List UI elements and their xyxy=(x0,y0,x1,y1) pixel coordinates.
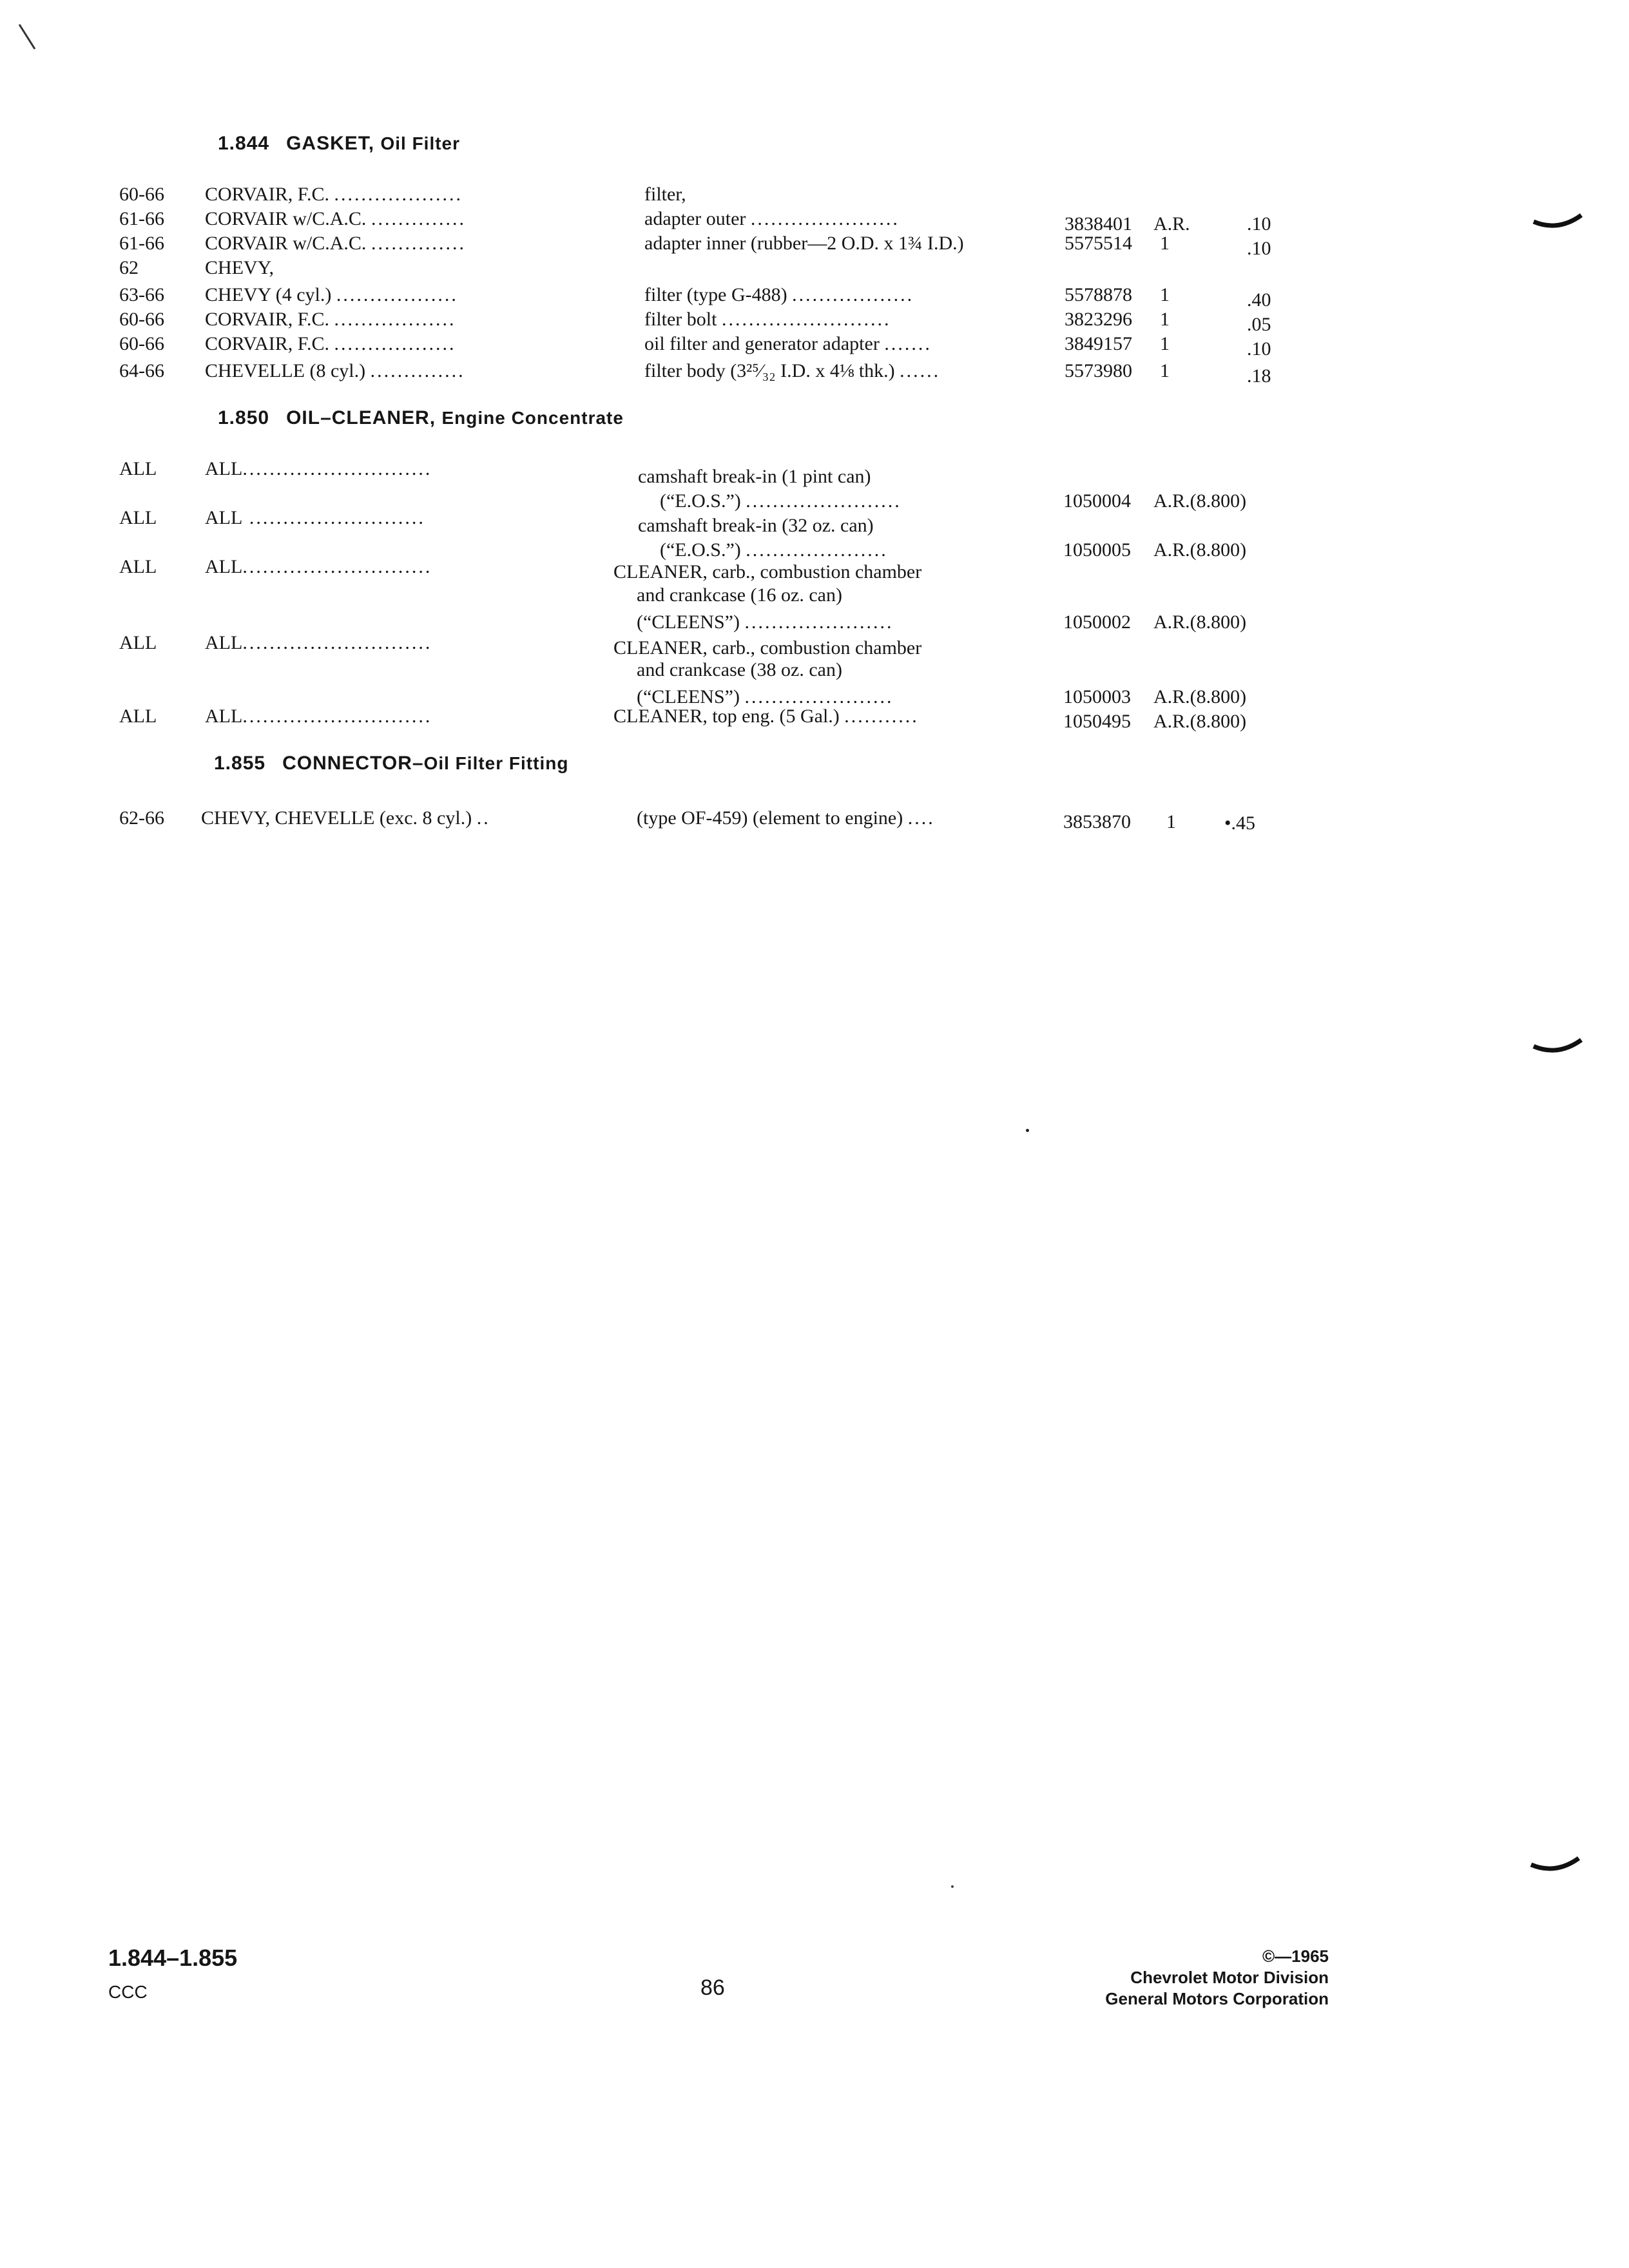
quantity-price: A.R.(8.800) xyxy=(1153,686,1247,707)
part-number: 3823296 xyxy=(1065,309,1132,330)
quantity-price: A.R.(8.800) xyxy=(1153,490,1247,512)
dot-leader: ...................... xyxy=(744,611,894,633)
model: CHEVY, CHEVELLE (exc. 8 cyl.) xyxy=(201,807,472,829)
part-row xyxy=(0,206,1629,235)
part-row xyxy=(0,282,1629,311)
binder-hole-mark-bottom xyxy=(1530,1856,1581,1875)
dot-leader: ...... xyxy=(900,360,941,381)
dot-leader: .......................... xyxy=(242,507,425,528)
model: CHEVY, xyxy=(205,257,274,278)
part-number: 5575514 xyxy=(1065,233,1132,254)
model: ALL xyxy=(205,706,243,727)
dot-leader: .. xyxy=(476,807,490,829)
dot-leader: .............. xyxy=(371,208,466,229)
description: and crankcase (38 oz. can) xyxy=(637,659,842,680)
model: ALL xyxy=(205,507,243,528)
price: .10 xyxy=(1247,213,1271,235)
dot-leader: ............................ xyxy=(242,632,432,653)
dot-leader: ....... xyxy=(884,333,932,354)
year-range: 64-66 xyxy=(119,360,164,381)
scan-speck xyxy=(1026,1129,1029,1132)
year-range: ALL xyxy=(119,507,157,528)
dot-leader: .................. xyxy=(334,333,456,354)
description: (“E.O.S.”) xyxy=(660,539,741,561)
description: camshaft break-in (1 pint can) xyxy=(638,466,871,487)
part-number: 3853870 xyxy=(1063,811,1131,832)
price: .10 xyxy=(1247,338,1271,360)
section-subtitle: Oil Filter xyxy=(380,133,461,153)
model: CORVAIR w/C.A.C. xyxy=(205,208,367,229)
copyright: ©—1965 xyxy=(1262,1946,1329,1966)
part-row xyxy=(0,630,1629,656)
quantity: A.R. xyxy=(1153,213,1190,235)
dot-leader: .................. xyxy=(334,309,456,330)
quantity: 1 xyxy=(1160,284,1170,305)
description: CLEANER, top eng. (5 Gal.) xyxy=(613,706,840,727)
model: CORVAIR, F.C. xyxy=(205,309,330,330)
quantity: 1 xyxy=(1160,333,1170,354)
year-range: ALL xyxy=(119,556,157,577)
quantity: 1 xyxy=(1166,811,1176,832)
price: .05 xyxy=(1247,314,1271,335)
quantity: 1 xyxy=(1160,309,1170,330)
dot-leader: .............. xyxy=(371,233,466,254)
part-row xyxy=(0,307,1629,335)
part-number: 5573980 xyxy=(1065,360,1132,381)
part-number: 5578878 xyxy=(1065,284,1132,305)
part-row xyxy=(0,805,1629,834)
dot-leader: ...................... xyxy=(750,208,900,229)
part-row xyxy=(0,456,1629,487)
year-range: 62 xyxy=(119,257,139,278)
dot-leader: ................... xyxy=(334,184,463,205)
part-number: 1050005 xyxy=(1063,539,1131,561)
quantity-price: A.R.(8.800) xyxy=(1153,711,1247,732)
part-row-continuation xyxy=(0,582,1629,608)
year-range: 60-66 xyxy=(119,333,164,354)
model: ALL xyxy=(205,632,243,653)
dot-leader: ............................ xyxy=(242,556,432,577)
part-row xyxy=(0,231,1629,259)
dot-leader: ......................... xyxy=(721,309,891,330)
footer-section-range: 1.844–1.855 xyxy=(108,1945,238,1971)
model: ALL xyxy=(205,458,243,479)
division-name: Chevrolet Motor Division xyxy=(1130,1968,1329,1987)
scan-speck xyxy=(951,1885,954,1888)
dot-leader: .............. xyxy=(370,360,465,381)
dot-leader: ........... xyxy=(844,706,919,727)
price: .18 xyxy=(1247,365,1271,387)
part-row xyxy=(0,554,1629,580)
page-number: 86 xyxy=(700,1975,725,2000)
part-row xyxy=(0,331,1629,360)
description: filter (type G-488) xyxy=(644,284,787,305)
section-title: CONNECTOR– xyxy=(282,753,424,774)
price: .40 xyxy=(1247,289,1271,311)
part-number: 1050003 xyxy=(1063,686,1131,707)
dot-leader: .................. xyxy=(792,284,914,305)
quantity-price: A.R.(8.800) xyxy=(1153,539,1247,561)
description: and crankcase (16 oz. can) xyxy=(637,584,842,606)
section-number: 1.844 xyxy=(218,133,270,154)
model: CORVAIR w/C.A.C. xyxy=(205,233,367,254)
footer-code: CCC xyxy=(108,1982,148,2002)
part-row xyxy=(0,704,1629,732)
year-range: 60-66 xyxy=(119,184,164,205)
part-number: 3849157 xyxy=(1065,333,1132,354)
quantity: 1 xyxy=(1160,233,1170,254)
model: CHEVELLE (8 cyl.) xyxy=(205,360,366,381)
description: filter, xyxy=(644,184,686,205)
corporation-name: General Motors Corporation xyxy=(1105,1989,1329,2008)
part-row-continuation xyxy=(0,657,1629,683)
section-number: 1.855 xyxy=(214,753,266,774)
dot-leader: ..................... xyxy=(746,539,888,561)
description: (type OF-459) (element to engine) xyxy=(637,807,903,829)
description: (“CLEENS”) xyxy=(637,686,740,707)
description: CLEANER, carb., combustion chamber xyxy=(613,637,922,658)
year-range: 63-66 xyxy=(119,284,164,305)
part-number: 1050495 xyxy=(1063,711,1131,732)
section-heading xyxy=(214,753,568,774)
year-range: 61-66 xyxy=(119,208,164,229)
description: adapter inner (rubber—2 O.D. x 1¾ I.D.) xyxy=(644,233,964,254)
scan-corner-line xyxy=(18,23,37,52)
price: •.45 xyxy=(1224,812,1256,834)
description: (“E.O.S.”) xyxy=(660,490,741,512)
section-heading xyxy=(218,407,624,429)
model: CORVAIR, F.C. xyxy=(205,333,330,354)
quantity: 1 xyxy=(1160,360,1170,381)
quantity-price: A.R.(8.800) xyxy=(1153,611,1247,633)
section-heading xyxy=(218,133,460,155)
year-range: ALL xyxy=(119,458,157,479)
description: camshaft break-in (32 oz. can) xyxy=(638,515,874,536)
model: CORVAIR, F.C. xyxy=(205,184,330,205)
description: oil filter and generator adapter xyxy=(644,333,880,354)
footer-copyright-block xyxy=(1105,1946,1329,2010)
year-range: 62-66 xyxy=(119,807,164,829)
dot-leader: ....................... xyxy=(746,490,901,512)
dot-leader: .... xyxy=(907,807,935,829)
description: (“CLEENS”) xyxy=(637,611,740,633)
dot-leader: ............................ xyxy=(242,706,432,727)
section-subtitle: Oil Filter Fitting xyxy=(423,753,569,773)
section-title: GASKET, xyxy=(286,133,375,154)
part-row xyxy=(0,358,1629,387)
model: ALL xyxy=(205,556,243,577)
part-number: 1050002 xyxy=(1063,611,1131,633)
description: filter body (3²⁵⁄₃₂ I.D. x 4⅛ thk.) xyxy=(644,360,895,381)
dot-leader: .................. xyxy=(336,284,458,305)
dot-leader: ............................ xyxy=(242,458,432,479)
part-row xyxy=(0,255,1629,281)
description: CLEANER, carb., combustion chamber xyxy=(613,561,922,582)
dot-leader: ...................... xyxy=(744,686,894,707)
description: filter bolt xyxy=(644,309,717,330)
model: CHEVY (4 cyl.) xyxy=(205,284,332,305)
part-number: 1050004 xyxy=(1063,490,1131,512)
part-row xyxy=(0,182,1629,207)
year-range: 61-66 xyxy=(119,233,164,254)
section-number: 1.850 xyxy=(218,407,270,428)
price: .10 xyxy=(1247,238,1271,259)
year-range: 60-66 xyxy=(119,309,164,330)
description: adapter outer xyxy=(644,208,746,229)
year-range: ALL xyxy=(119,706,157,727)
binder-hole-mark-middle xyxy=(1532,1037,1584,1057)
year-range: ALL xyxy=(119,632,157,653)
part-number: 3838401 xyxy=(1065,213,1132,235)
section-subtitle: Engine Concentrate xyxy=(441,408,624,428)
section-title: OIL–CLEANER, xyxy=(286,407,436,428)
part-row xyxy=(0,505,1629,536)
